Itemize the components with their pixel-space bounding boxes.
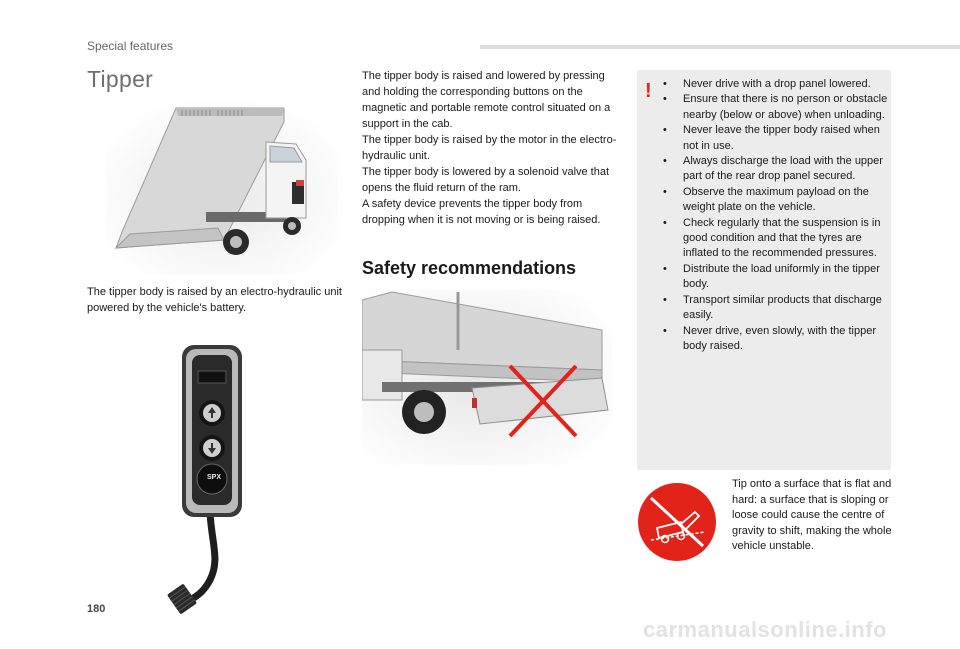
drop-panel-prohibited-image xyxy=(362,290,612,465)
tipper-description xyxy=(362,68,620,228)
intro-paragraph: The tipper body is raised by an electro-hydraulic unit powered by the vehicle's battery. xyxy=(87,286,342,314)
warning-item: • Distribute the load uniformly in the tipper body. xyxy=(662,262,888,293)
warning-item: • Never leave the tipper body raised when not in use. xyxy=(662,123,888,154)
section-label: Special features xyxy=(87,39,174,53)
warning-item: • Never drive, even slowly, with the tipper body raised. xyxy=(662,324,888,355)
body-paragraph: The tipper body is raised and lowered by pressing and holding the corresponding buttons on the magnetic and portable remote control situated on a support in the cab. xyxy=(362,70,611,130)
warning-item: • Observe the maximum payload on the weight plate on the vehicle. xyxy=(662,185,888,216)
page-title: Tipper xyxy=(87,66,154,92)
tipper-truck-image xyxy=(106,100,338,275)
body-paragraph: The tipper body is lowered by a solenoid valve that opens the fluid return of the ram. xyxy=(362,166,610,194)
safety-heading: Safety recommendations xyxy=(362,258,577,278)
body-paragraph: The tipper body is raised by the motor in the electro-hydraulic unit. xyxy=(362,134,617,162)
warning-item: • Check regularly that the suspension is in good condition and that the tyres are inflated to the recommended pressures. xyxy=(662,216,888,262)
header-rule xyxy=(480,45,960,49)
watermark: carmanualsonline.info xyxy=(643,617,887,642)
warning-item: • Always discharge the load with the upper part of the rear drop panel secured. xyxy=(662,154,888,185)
warning-list xyxy=(662,77,888,354)
warning-exclamation-icon: ! xyxy=(645,80,652,102)
body-paragraph: A safety device prevents the tipper body from dropping when it is not moving or is being raised. xyxy=(362,198,601,226)
tip-surface-note: Tip onto a surface that is flat and hard: a surface that is sloping or loose could cause the centre of gravity to shift, making the whole vehicle unstable. xyxy=(732,478,892,552)
page-number: 180 xyxy=(87,603,106,615)
warning-item: • Never drive with a drop panel lowered. xyxy=(662,77,888,92)
warning-item: • Ensure that there is no person or obstacle nearby (below or above) when unloading. xyxy=(662,92,888,123)
no-tipping-on-slope-icon xyxy=(637,482,717,562)
remote-brand-label: SPX xyxy=(206,474,221,481)
warning-item: • Transport similar products that discharge easily. xyxy=(662,293,888,324)
